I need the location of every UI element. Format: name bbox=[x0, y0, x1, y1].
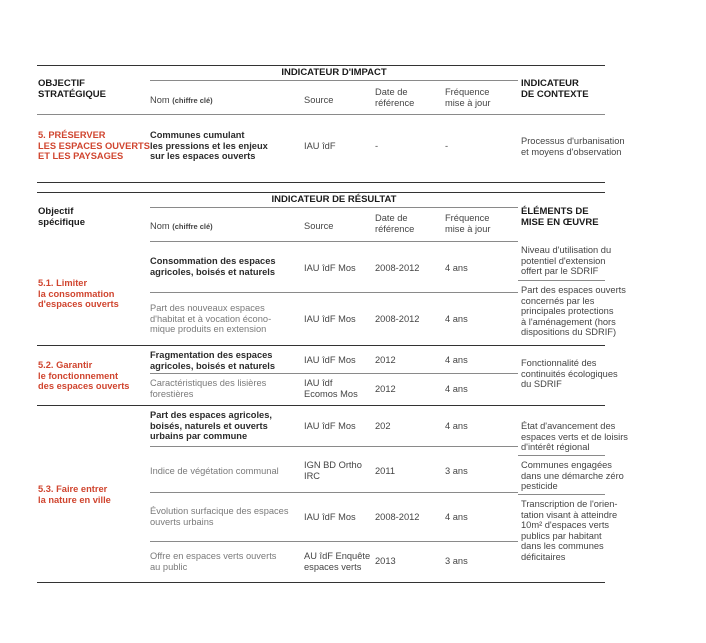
table2-resultat-rule bbox=[150, 207, 518, 208]
row-5-3-a-date: 202 bbox=[375, 421, 391, 431]
row-5-1-b-source: IAU îdF Mos bbox=[304, 314, 356, 324]
row-5-3-c-date: 2008-2012 bbox=[375, 512, 420, 522]
row-5-1-a-source: IAU îdF Mos bbox=[304, 263, 356, 273]
row-5-2-divider bbox=[150, 373, 518, 374]
row-5-2-a-freq: 4 ans bbox=[445, 355, 468, 365]
row-5-3-a-source: IAU îdF Mos bbox=[304, 421, 356, 431]
row-5-2-b-source: IAU îdf Ecomos Mos bbox=[304, 378, 358, 399]
table1-col-nom: Nom (chiffre clé) bbox=[150, 95, 213, 105]
elements-5-1-b: Part des espaces ouverts concernés par les principales protections à l'aménagement (hors dispositions du SDRIF) bbox=[521, 285, 626, 338]
row-5-1-a-freq: 4 ans bbox=[445, 263, 468, 273]
table1-date: - bbox=[375, 141, 379, 151]
group-5-2-objectif: 5.2. Garantir le fonctionnement des espaces ouverts bbox=[38, 360, 130, 392]
row-5-3-d-freq: 3 ans bbox=[445, 556, 468, 566]
elements-5-1-divider bbox=[518, 280, 605, 281]
row-5-3-d-date: 2013 bbox=[375, 556, 396, 566]
elements-5-3-b: Communes engagées dans une démarche zéro pesticide bbox=[521, 460, 624, 492]
table2-col-date: Date de référence bbox=[375, 213, 415, 234]
row-5-3-c-source: IAU îdF Mos bbox=[304, 512, 356, 522]
table1-header-rule bbox=[37, 114, 605, 115]
row-5-3-c-freq: 4 ans bbox=[445, 512, 468, 522]
table2-header-rule bbox=[150, 241, 518, 242]
table1-impact-rule bbox=[150, 80, 518, 81]
group-5-1-objectif: 5.1. Limiter la consommation d'espaces ouverts bbox=[38, 278, 119, 310]
row-5-3-divider-c bbox=[150, 541, 518, 542]
table1-col-date: Date de référence bbox=[375, 87, 415, 108]
elements-5-3-c: Transcription de l'orien- tation visant à atteindre 10m² d'espaces verts publics par habitant dans les communes déficitaires bbox=[521, 499, 618, 562]
table1-impact-header: INDICATEUR D'IMPACT bbox=[281, 67, 387, 78]
table1-top-rule bbox=[37, 65, 605, 66]
row-5-1-b-date: 2008-2012 bbox=[375, 314, 420, 324]
table1-contexte: Processus d'urbanisation et moyens d'observation bbox=[521, 136, 625, 157]
table2-col-elements: ÉLÉMENTS DE MISE EN ŒUVRE bbox=[521, 206, 599, 228]
table1-col-source: Source bbox=[304, 95, 334, 105]
row-5-1-b-nom: Part des nouveaux espaces d'habitat et à vocation écono- mique produits en extension bbox=[150, 303, 272, 335]
row-5-3-divider-b bbox=[150, 492, 518, 493]
group-5-1-bottom-rule bbox=[37, 345, 605, 346]
elements-5-3-a: État d'avancement des espaces verts et de loisirs d'intérêt régional bbox=[521, 421, 628, 453]
table1-objectif-5: 5. PRÉSERVER LES ESPACES OUVERTS ET LES PAYSAGES bbox=[38, 130, 150, 162]
table1-col-objectif: OBJECTIF STRATÉGIQUE bbox=[38, 78, 106, 100]
table1-source: IAU îdF bbox=[304, 141, 336, 151]
group-5-3-objectif: 5.3. Faire entrer la nature en ville bbox=[38, 484, 111, 505]
row-5-3-a-freq: 4 ans bbox=[445, 421, 468, 431]
group-5-2-bottom-rule bbox=[37, 405, 605, 406]
row-5-1-a-date: 2008-2012 bbox=[375, 263, 420, 273]
row-5-3-divider-a bbox=[150, 446, 518, 447]
row-5-3-b-source: IGN BD Ortho IRC bbox=[304, 460, 362, 481]
row-5-3-b-nom: Indice de végétation communal bbox=[150, 466, 279, 476]
row-5-3-d-source: AU îdF Enquête espaces verts bbox=[304, 551, 371, 572]
row-5-1-a-nom: Consommation des espaces agricoles, boisés et naturels bbox=[150, 256, 276, 277]
table2-top-rule bbox=[37, 192, 605, 193]
elements-5-3-divider-b bbox=[518, 494, 605, 495]
row-5-2-b-nom: Caractéristiques des lisières forestières bbox=[150, 378, 267, 399]
elements-5-2-a: Fonctionnalité des continuités écologiques du SDRIF bbox=[521, 358, 618, 390]
row-5-3-d-nom: Offre en espaces verts ouverts au public bbox=[150, 551, 277, 572]
table2-bottom-rule bbox=[37, 582, 605, 583]
table2-col-freq: Fréquence mise à jour bbox=[445, 213, 491, 234]
row-5-2-b-freq: 4 ans bbox=[445, 384, 468, 394]
row-5-3-b-freq: 3 ans bbox=[445, 466, 468, 476]
table2-col-source: Source bbox=[304, 221, 334, 231]
table2-col-objectif: Objectif spécifique bbox=[38, 206, 85, 228]
row-5-3-a-nom: Part des espaces agricoles, boisés, naturels et ouverts urbains par commune bbox=[150, 410, 272, 442]
row-5-3-b-date: 2011 bbox=[375, 466, 395, 476]
table1-bottom-rule bbox=[37, 182, 605, 183]
elements-5-3-divider-a bbox=[518, 455, 605, 456]
row-5-2-a-date: 2012 bbox=[375, 355, 396, 365]
elements-5-1-a: Niveau d'utilisation du potentiel d'extension offert par le SDRIF bbox=[521, 245, 612, 277]
row-5-1-divider bbox=[150, 292, 518, 293]
row-5-3-c-nom: Évolution surfacique des espaces ouverts urbains bbox=[150, 506, 289, 527]
table2-col-nom: Nom (chiffre clé) bbox=[150, 221, 213, 231]
table1-col-contexte: INDICATEUR DE CONTEXTE bbox=[521, 78, 589, 100]
row-5-2-a-source: IAU îdF Mos bbox=[304, 355, 356, 365]
row-5-1-b-freq: 4 ans bbox=[445, 314, 468, 324]
table2-resultat-header: INDICATEUR DE RÉSULTAT bbox=[271, 194, 397, 205]
table1-freq: - bbox=[445, 141, 449, 151]
table1-nom: Communes cumulant les pressions et les enjeux sur les espaces ouverts bbox=[150, 130, 268, 162]
table1-col-freq: Fréquence mise à jour bbox=[445, 87, 491, 108]
row-5-2-b-date: 2012 bbox=[375, 384, 396, 394]
row-5-2-a-nom: Fragmentation des espaces agricoles, boisés et naturels bbox=[150, 350, 276, 371]
